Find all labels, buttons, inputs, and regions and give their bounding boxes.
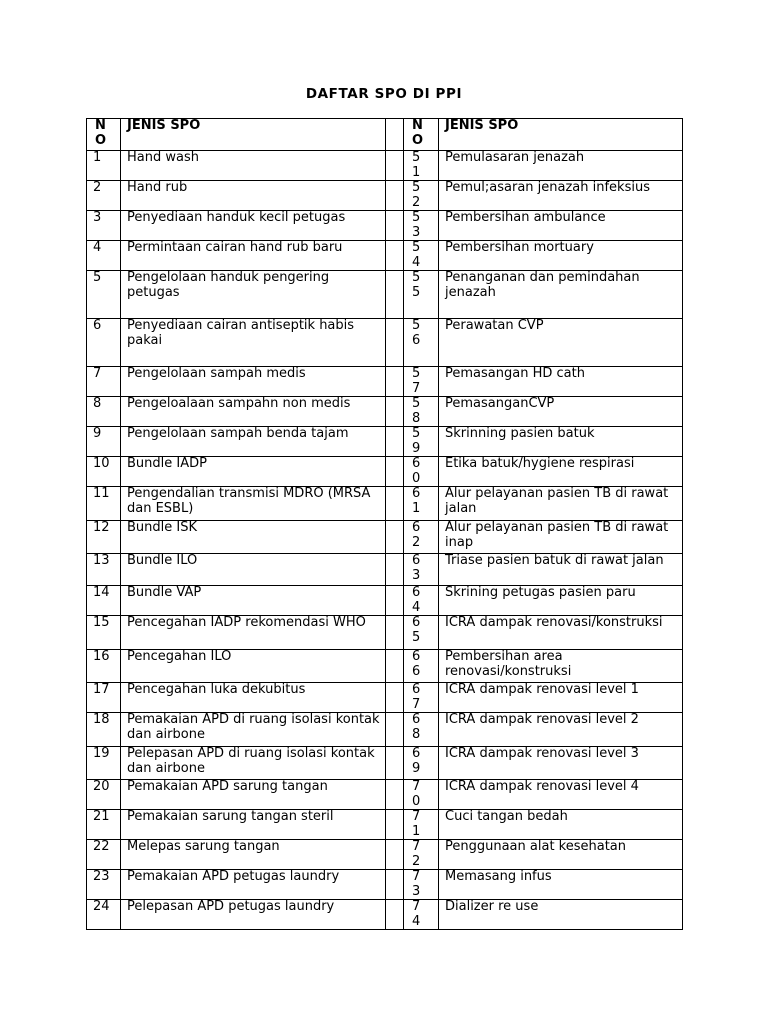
- spo-name-left: Pemakaian sarung tangan steril: [121, 810, 386, 840]
- column-gap: [386, 119, 404, 151]
- row-number-left: 18: [87, 713, 121, 747]
- table-row: [87, 487, 683, 521]
- spo-name-right: Triase pasien batuk di rawat jalan: [439, 554, 683, 586]
- row-number-right: 6 3: [404, 554, 439, 586]
- table-row: [87, 457, 683, 487]
- row-number-left: 6: [87, 319, 121, 367]
- column-gap: [386, 457, 404, 487]
- spo-name-left: Pelepasan APD petugas laundry: [121, 900, 386, 930]
- spo-name-left: Pengendalian transmisi MDRO (MRSA dan ESBL): [121, 487, 386, 521]
- row-number-right: 5 4: [404, 241, 439, 271]
- row-number-right: 5 6: [404, 319, 439, 367]
- row-number-left: 11: [87, 487, 121, 521]
- table-row: [87, 586, 683, 616]
- row-number-left: 23: [87, 870, 121, 900]
- column-gap: [386, 780, 404, 810]
- table-row: [87, 181, 683, 211]
- table-row: [87, 271, 683, 319]
- spo-name-right: Pembersihan area renovasi/konstruksi: [439, 650, 683, 683]
- table-row: [87, 367, 683, 397]
- header-jenis-left: JENIS SPO: [121, 119, 386, 151]
- column-gap: [386, 319, 404, 367]
- spo-name-right: Alur pelayanan pasien TB di rawat inap: [439, 521, 683, 554]
- row-number-right: 5 9: [404, 427, 439, 457]
- column-gap: [386, 900, 404, 930]
- spo-name-right: Skrining petugas pasien paru: [439, 586, 683, 616]
- table-row: [87, 616, 683, 650]
- spo-name-left: Permintaan cairan hand rub baru: [121, 241, 386, 271]
- table-row: [87, 319, 683, 367]
- row-number-left: 14: [87, 586, 121, 616]
- table-row: [87, 650, 683, 683]
- row-number-left: 19: [87, 747, 121, 780]
- spo-name-right: ICRA dampak renovasi level 2: [439, 713, 683, 747]
- spo-name-left: Pengelolaan handuk pengering petugas: [121, 271, 386, 319]
- spo-name-left: Melepas sarung tangan: [121, 840, 386, 870]
- column-gap: [386, 151, 404, 181]
- spo-name-right: Memasang infus: [439, 870, 683, 900]
- spo-name-right: Pemulasaran jenazah: [439, 151, 683, 181]
- row-number-right: 5 8: [404, 397, 439, 427]
- column-gap: [386, 521, 404, 554]
- row-number-left: 20: [87, 780, 121, 810]
- table-row: [87, 427, 683, 457]
- table-row: [87, 683, 683, 713]
- spo-name-left: Penyediaan cairan antiseptik habis pakai: [121, 319, 386, 367]
- spo-name-right: Cuci tangan bedah: [439, 810, 683, 840]
- spo-name-right: Pembersihan ambulance: [439, 211, 683, 241]
- spo-name-left: Pelepasan APD di ruang isolasi kontak dan airbone: [121, 747, 386, 780]
- spo-name-left: Pengelolaan sampah benda tajam: [121, 427, 386, 457]
- table-row: [87, 870, 683, 900]
- row-number-left: 3: [87, 211, 121, 241]
- column-gap: [386, 271, 404, 319]
- row-number-right: 5 1: [404, 151, 439, 181]
- row-number-right: 7 1: [404, 810, 439, 840]
- column-gap: [386, 367, 404, 397]
- table-row: [87, 713, 683, 747]
- row-number-right: 7 0: [404, 780, 439, 810]
- spo-name-right: Skrinning pasien batuk: [439, 427, 683, 457]
- row-number-left: 24: [87, 900, 121, 930]
- row-number-right: 5 3: [404, 211, 439, 241]
- row-number-left: 15: [87, 616, 121, 650]
- row-number-left: 4: [87, 241, 121, 271]
- row-number-left: 22: [87, 840, 121, 870]
- column-gap: [386, 713, 404, 747]
- table-row: [87, 780, 683, 810]
- column-gap: [386, 870, 404, 900]
- spo-name-right: Alur pelayanan pasien TB di rawat jalan: [439, 487, 683, 521]
- table-row: [87, 521, 683, 554]
- table-row: [87, 151, 683, 181]
- table-row: [87, 747, 683, 780]
- spo-name-left: Bundle VAP: [121, 586, 386, 616]
- column-gap: [386, 211, 404, 241]
- row-number-right: 6 9: [404, 747, 439, 780]
- spo-name-left: Bundle IADP: [121, 457, 386, 487]
- table-row: [87, 211, 683, 241]
- column-gap: [386, 810, 404, 840]
- row-number-right: 6 6: [404, 650, 439, 683]
- row-number-left: 1: [87, 151, 121, 181]
- row-number-right: 6 8: [404, 713, 439, 747]
- row-number-left: 8: [87, 397, 121, 427]
- row-number-right: 5 7: [404, 367, 439, 397]
- row-number-left: 2: [87, 181, 121, 211]
- row-number-left: 21: [87, 810, 121, 840]
- spo-name-left: Hand rub: [121, 181, 386, 211]
- spo-name-right: Pembersihan mortuary: [439, 241, 683, 271]
- column-gap: [386, 487, 404, 521]
- row-number-left: 16: [87, 650, 121, 683]
- row-number-right: 6 5: [404, 616, 439, 650]
- spo-name-left: Pencegahan IADP rekomendasi WHO: [121, 616, 386, 650]
- column-gap: [386, 683, 404, 713]
- column-gap: [386, 650, 404, 683]
- column-gap: [386, 586, 404, 616]
- table-row: [87, 554, 683, 586]
- table-header-row: [87, 119, 683, 151]
- spo-name-right: PemasanganCVP: [439, 397, 683, 427]
- spo-name-right: ICRA dampak renovasi level 4: [439, 780, 683, 810]
- row-number-right: 7 3: [404, 870, 439, 900]
- page-title: DAFTAR SPO DI PPI: [305, 86, 463, 102]
- spo-name-left: Pemakaian APD petugas laundry: [121, 870, 386, 900]
- spo-name-left: Bundle ISK: [121, 521, 386, 554]
- column-gap: [386, 747, 404, 780]
- column-gap: [386, 427, 404, 457]
- spo-name-left: Pencegahan luka dekubitus: [121, 683, 386, 713]
- spo-name-left: Pencegahan ILO: [121, 650, 386, 683]
- column-gap: [386, 181, 404, 211]
- spo-name-right: Pemasangan HD cath: [439, 367, 683, 397]
- row-number-left: 17: [87, 683, 121, 713]
- spo-name-right: Etika batuk/hygiene respirasi: [439, 457, 683, 487]
- column-gap: [386, 397, 404, 427]
- row-number-left: 7: [87, 367, 121, 397]
- row-number-right: 7 2: [404, 840, 439, 870]
- spo-name-right: ICRA dampak renovasi level 3: [439, 747, 683, 780]
- spo-name-right: ICRA dampak renovasi/konstruksi: [439, 616, 683, 650]
- row-number-left: 9: [87, 427, 121, 457]
- row-number-right: 6 1: [404, 487, 439, 521]
- column-gap: [386, 241, 404, 271]
- row-number-right: 5 5: [404, 271, 439, 319]
- spo-name-right: Penanganan dan pemindahan jenazah: [439, 271, 683, 319]
- row-number-left: 12: [87, 521, 121, 554]
- header-no-right: N O: [404, 119, 439, 151]
- spo-name-right: ICRA dampak renovasi level 1: [439, 683, 683, 713]
- spo-name-left: Pengeloalaan sampahn non medis: [121, 397, 386, 427]
- spo-table: [86, 118, 683, 930]
- spo-name-left: Hand wash: [121, 151, 386, 181]
- table-row: [87, 241, 683, 271]
- spo-name-left: Pemakaian APD sarung tangan: [121, 780, 386, 810]
- header-no-left: N O: [87, 119, 121, 151]
- row-number-right: 6 0: [404, 457, 439, 487]
- spo-name-left: Pengelolaan sampah medis: [121, 367, 386, 397]
- spo-name-right: Penggunaan alat kesehatan: [439, 840, 683, 870]
- column-gap: [386, 840, 404, 870]
- spo-name-right: Dializer re use: [439, 900, 683, 930]
- row-number-right: 7 4: [404, 900, 439, 930]
- row-number-left: 5: [87, 271, 121, 319]
- spo-name-right: Perawatan CVP: [439, 319, 683, 367]
- row-number-right: 5 2: [404, 181, 439, 211]
- row-number-right: 6 4: [404, 586, 439, 616]
- table-row: [87, 810, 683, 840]
- table-row: [87, 397, 683, 427]
- row-number-right: 6 2: [404, 521, 439, 554]
- row-number-left: 10: [87, 457, 121, 487]
- spo-name-left: Penyediaan handuk kecil petugas: [121, 211, 386, 241]
- spo-name-left: Bundle ILO: [121, 554, 386, 586]
- column-gap: [386, 616, 404, 650]
- column-gap: [386, 554, 404, 586]
- table-row: [87, 840, 683, 870]
- spo-name-right: Pemul;asaran jenazah infeksius: [439, 181, 683, 211]
- table-row: [87, 900, 683, 930]
- row-number-right: 6 7: [404, 683, 439, 713]
- row-number-left: 13: [87, 554, 121, 586]
- spo-name-left: Pemakaian APD di ruang isolasi kontak dan airbone: [121, 713, 386, 747]
- header-jenis-right: JENIS SPO: [439, 119, 683, 151]
